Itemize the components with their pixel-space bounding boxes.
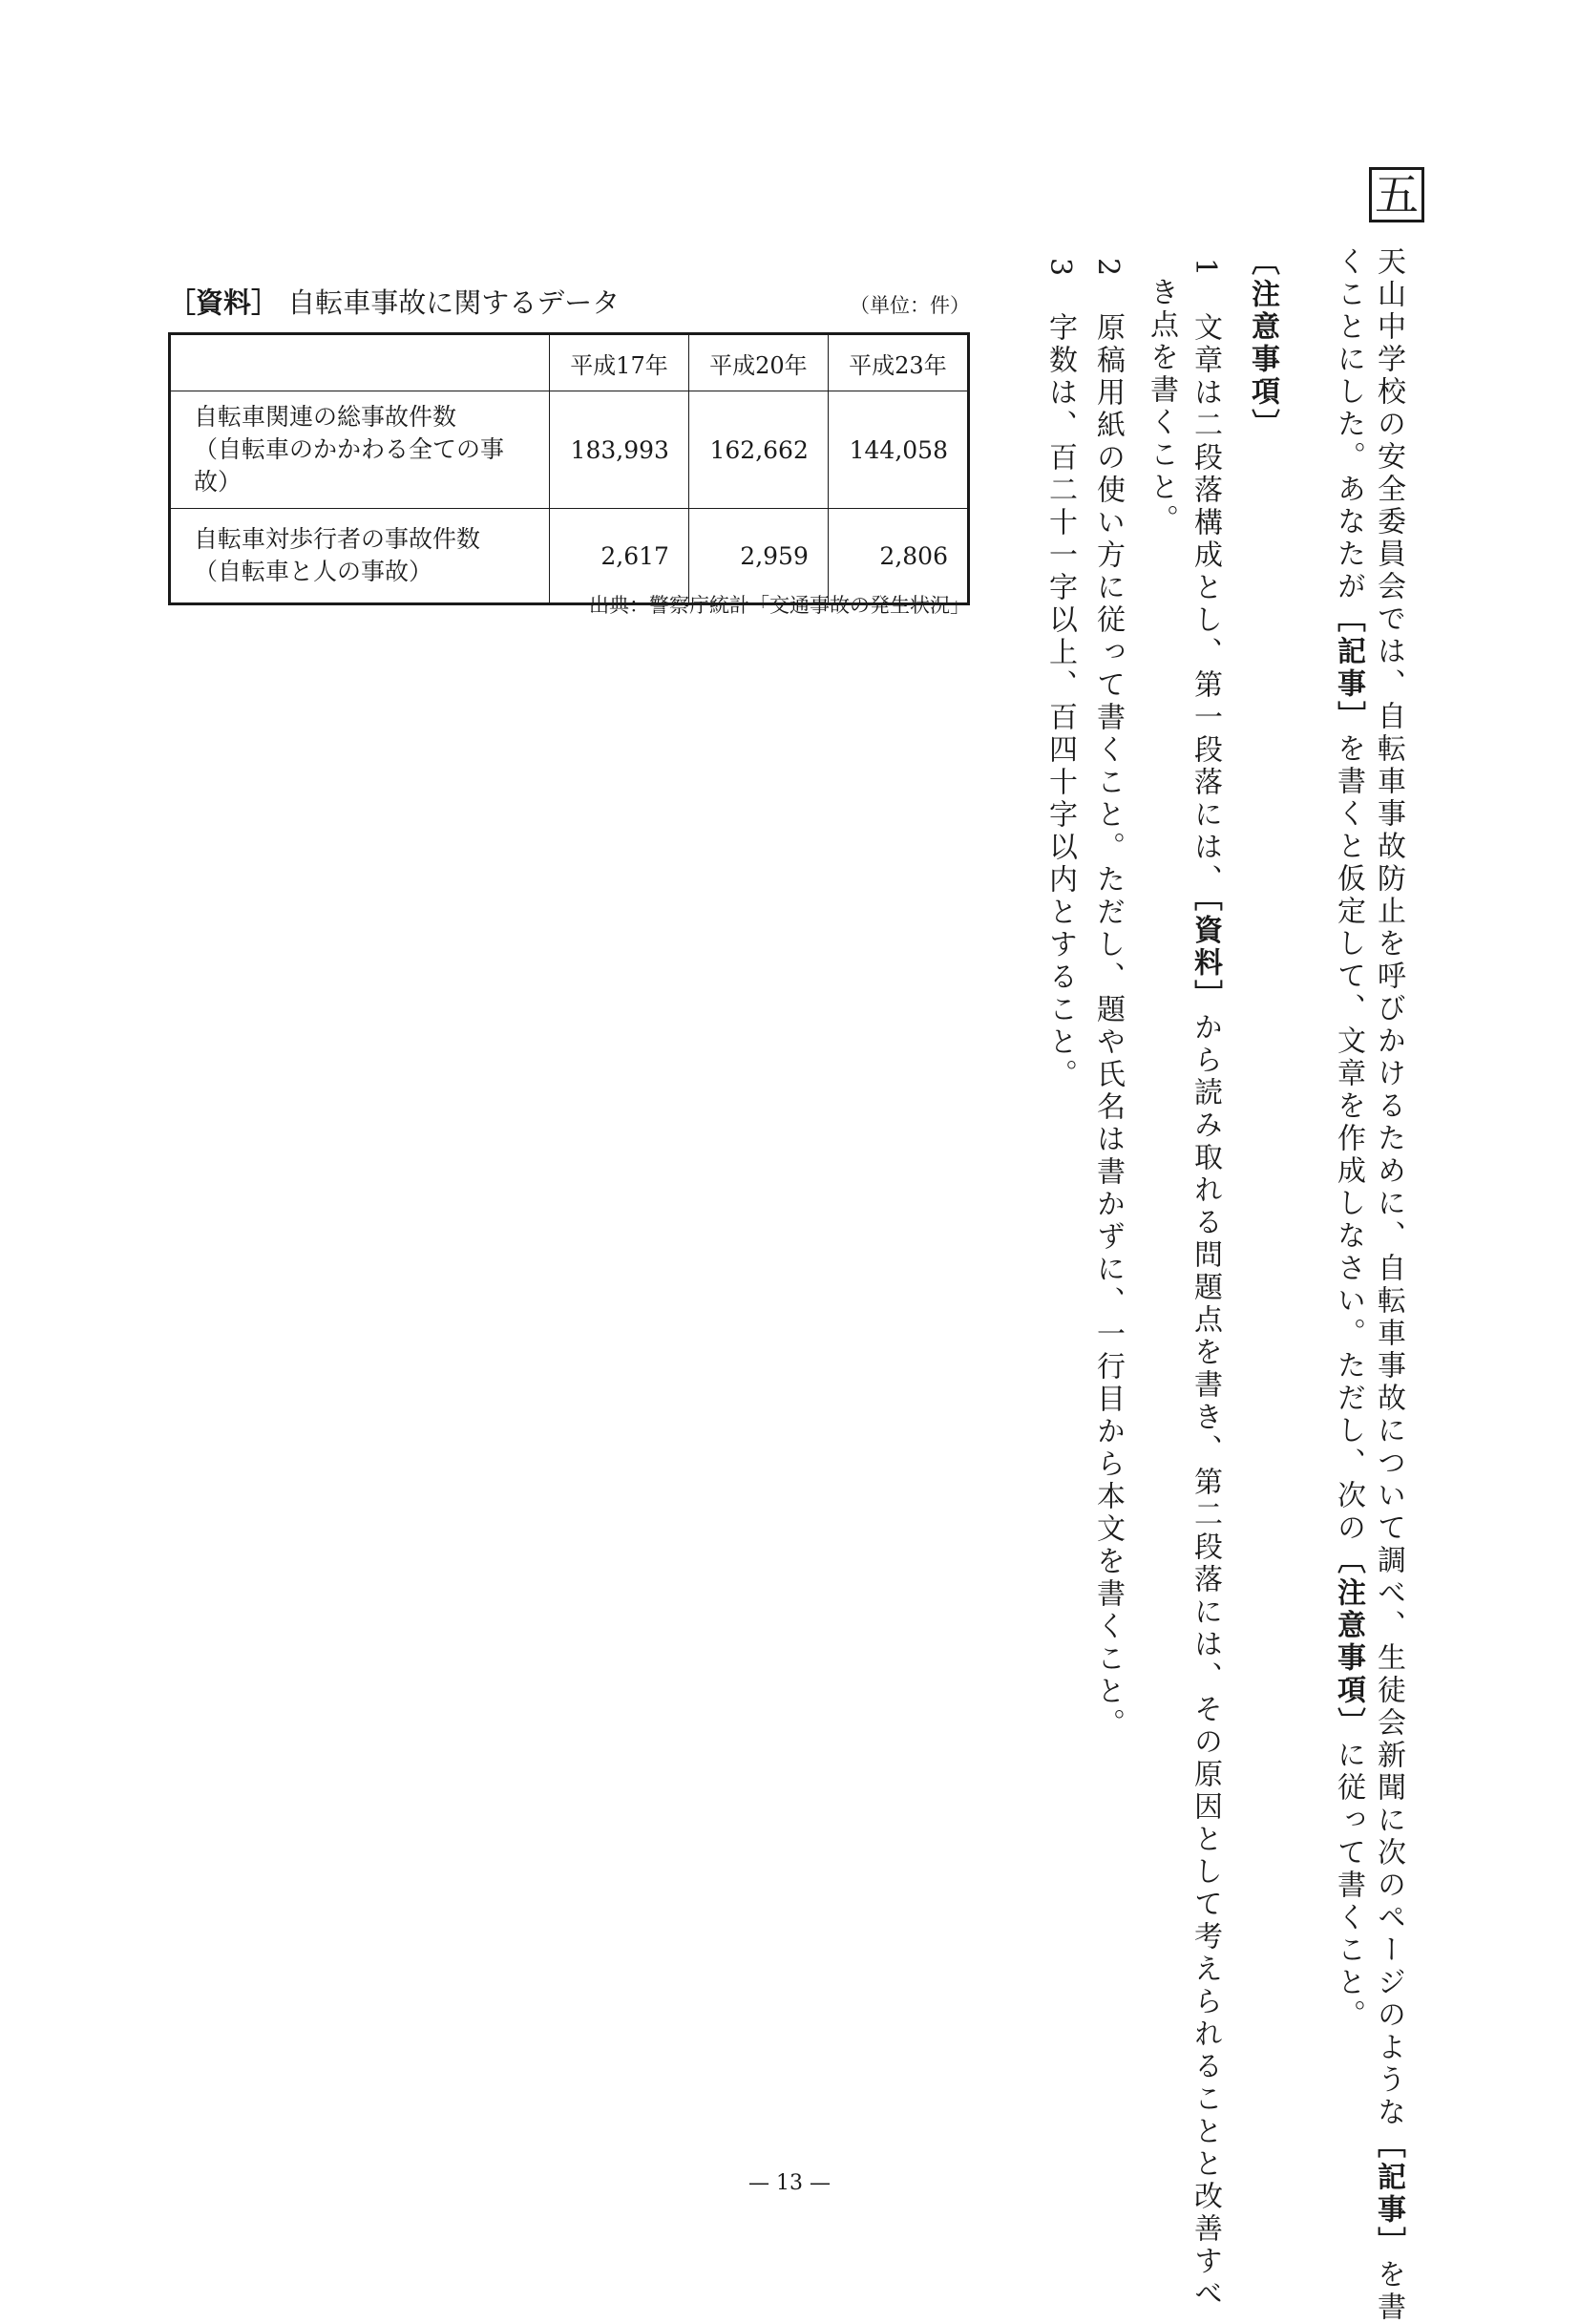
intro-line-2 xyxy=(1327,246,1369,2032)
table-cell: 183,993 xyxy=(550,391,689,509)
table-row-label: 自転車対歩行者の事故件数 xyxy=(194,525,481,553)
intro-article-tag-1: ［記事］ xyxy=(1372,2129,1405,2259)
intro-line-2-c: に従って書くこと。 xyxy=(1332,1740,1365,2032)
note-number-3: 3 xyxy=(1043,258,1077,281)
accident-data-table xyxy=(168,332,970,605)
note-number-1: 1 xyxy=(1189,258,1222,281)
table-cell: 144,058 xyxy=(828,391,968,509)
note-1-text-a: 文章は二段落構成とし、第一段落には、 xyxy=(1189,312,1222,898)
table-cell: 2,959 xyxy=(688,509,828,604)
intro-line-2-b: を書くと仮定して、文章を作成しなさい。ただし、次の xyxy=(1332,733,1365,1545)
table-header-h23: 平成23年 xyxy=(828,334,968,391)
note-2-text: 原稿用紙の使い方に従って書くこと。ただし、題や氏名は書かずに、一行目から本文を書くこと。 xyxy=(1091,312,1125,1742)
note-item-1-continuation: き点を書くこと。 xyxy=(1145,277,1178,537)
note-item-3 xyxy=(1039,258,1081,1091)
table-cell: 2,806 xyxy=(828,509,968,604)
table-cell: 2,617 xyxy=(550,509,689,604)
intro-article-tag-2: ［記事］ xyxy=(1332,603,1365,733)
table-row-sublabel: （自転車と人の事故） xyxy=(194,558,433,585)
notes-heading: 〔注意事項〕 xyxy=(1246,246,1279,441)
table-row-label-cell xyxy=(170,391,550,509)
table-title xyxy=(168,282,620,321)
note-number-2: 2 xyxy=(1091,258,1125,281)
intro-line-1 xyxy=(1367,246,1409,2324)
note-item-2 xyxy=(1086,258,1128,1741)
intro-line-1-pre: 天山中学校の安全委員会では、自転車事故防止を呼びかけるために、自転車事故について調べ、生徒会新聞に次のページのような xyxy=(1372,246,1405,2129)
table-header-row xyxy=(170,334,969,391)
question-number-box: 五 xyxy=(1369,167,1424,222)
table-header-h17: 平成17年 xyxy=(550,334,689,391)
table-title-text: 自転車事故に関するデータ xyxy=(287,286,621,319)
note-3-text: 字数は、百二十一字以上、百四十字以内とすること。 xyxy=(1043,312,1077,1092)
table-row xyxy=(170,391,969,509)
table-row-label: 自転車関連の総事故件数 xyxy=(194,403,457,431)
table-corner-cell xyxy=(170,334,550,391)
table-title-tag: ［資料］ xyxy=(168,286,280,319)
table-row-label-cell xyxy=(170,509,550,604)
intro-line-2-a: くことにした。あなたが xyxy=(1332,246,1365,603)
note-1-text-b: から読み取れる問題点を書き、第二段落には、その原因として考えられることと改善すべ xyxy=(1189,1012,1222,2312)
note-1-source-tag: ［資料］ xyxy=(1189,897,1222,1013)
note-item-1 xyxy=(1184,258,1226,2311)
table-header-h20: 平成20年 xyxy=(688,334,828,391)
table-unit: （単位：件） xyxy=(850,294,970,317)
table-row-sublabel: （自転車のかかわる全ての事故） xyxy=(194,435,505,496)
table-source: 出典：警察庁統計「交通事故の発生状況」 xyxy=(589,594,970,617)
intro-line-1-post: を書 xyxy=(1372,2259,1405,2324)
page-number: — 13 — xyxy=(748,2171,831,2195)
table-cell: 162,662 xyxy=(688,391,828,509)
intro-notes-tag: 〔注意事項〕 xyxy=(1332,1545,1365,1740)
